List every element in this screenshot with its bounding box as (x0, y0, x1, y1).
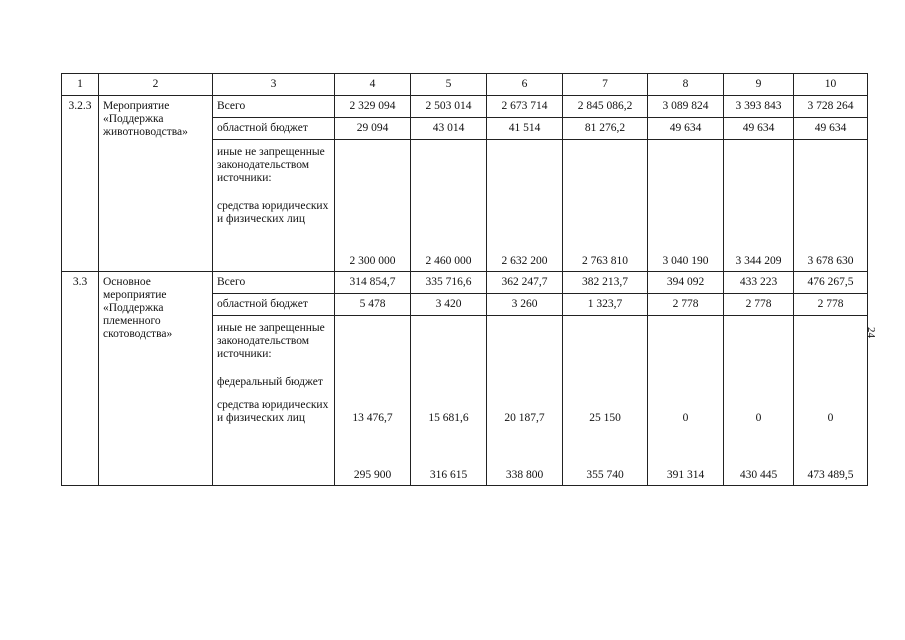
value-cell: 0 (827, 412, 834, 424)
value-cell: 295 900 (353, 469, 392, 481)
line-sublabel: федеральный бюджет (217, 376, 323, 388)
value-cell: 3 678 630 (794, 140, 868, 272)
header-cell: 7 (563, 74, 648, 96)
value-cell: 3 393 843 (724, 96, 794, 118)
line-label: Всего (213, 96, 335, 118)
value-cell: 3 260 (487, 294, 563, 316)
value-cell: 13 476,7 (352, 412, 393, 424)
value-cell: 15 681,6 (428, 412, 469, 424)
line-label: областной бюджет (213, 118, 335, 140)
value-cell: 433 223 (724, 272, 794, 294)
item-name: Основное мероприятие «Поддержка племенного скотоводства» (99, 272, 213, 486)
value-cell: 49 634 (724, 118, 794, 140)
value-cell: 0 (755, 412, 762, 424)
line-sublabel: средства юридических и физических лиц (217, 399, 329, 424)
table-row (62, 272, 868, 294)
value-cell: 2 503 014 (411, 96, 487, 118)
header-row (62, 74, 868, 96)
value-cell: 1 323,7 (563, 294, 648, 316)
header-cell: 2 (99, 74, 213, 96)
item-name: Мероприятие «Поддержка животноводства» (99, 96, 213, 272)
value-cell: 49 634 (648, 118, 724, 140)
value-cell: 5 478 (335, 294, 411, 316)
value-pair-cell (487, 316, 563, 486)
header-cell: 3 (213, 74, 335, 96)
value-cell: 2 673 714 (487, 96, 563, 118)
value-pair-cell (335, 316, 411, 486)
line-label: Всего (213, 272, 335, 294)
value-cell: 335 716,6 (411, 272, 487, 294)
value-cell: 2 632 200 (487, 140, 563, 272)
page-number: 24 (865, 327, 877, 338)
line-label: иные не запрещенные законодательством источники: (217, 146, 325, 184)
line-label-cell (213, 316, 335, 486)
header-cell: 1 (62, 74, 99, 96)
value-cell: 3 089 824 (648, 96, 724, 118)
value-cell: 49 634 (794, 118, 868, 140)
value-cell: 2 329 094 (335, 96, 411, 118)
value-cell: 391 314 (666, 469, 705, 481)
value-cell: 382 213,7 (563, 272, 648, 294)
item-code: 3.2.3 (62, 96, 99, 272)
value-cell: 20 187,7 (504, 412, 545, 424)
line-label: иные не запрещенные законодательством источники: (217, 322, 325, 360)
line-label-cell (213, 140, 335, 272)
value-pair-cell (794, 316, 868, 486)
value-cell: 430 445 (739, 469, 778, 481)
header-cell: 10 (794, 74, 868, 96)
header-cell: 9 (724, 74, 794, 96)
item-code: 3.3 (62, 272, 99, 486)
value-cell: 316 615 (429, 469, 468, 481)
value-pair-cell (648, 316, 724, 486)
value-cell: 3 344 209 (724, 140, 794, 272)
value-cell: 473 489,5 (807, 469, 854, 481)
budget-table (61, 73, 868, 486)
value-cell: 355 740 (586, 469, 624, 481)
value-cell: 2 778 (648, 294, 724, 316)
value-cell: 2 460 000 (411, 140, 487, 272)
header-cell: 5 (411, 74, 487, 96)
value-cell: 0 (682, 412, 689, 424)
header-cell: 4 (335, 74, 411, 96)
value-pair-cell (411, 316, 487, 486)
value-cell: 3 420 (411, 294, 487, 316)
value-cell: 2 845 086,2 (563, 96, 648, 118)
value-cell: 2 778 (794, 294, 868, 316)
value-cell: 29 094 (335, 118, 411, 140)
value-cell: 3 728 264 (794, 96, 868, 118)
value-cell: 338 800 (505, 469, 544, 481)
value-cell: 3 040 190 (648, 140, 724, 272)
header-cell: 6 (487, 74, 563, 96)
value-cell: 476 267,5 (794, 272, 868, 294)
value-pair-cell (563, 316, 648, 486)
table-row (62, 96, 868, 118)
value-pair-cell (724, 316, 794, 486)
value-cell: 314 854,7 (335, 272, 411, 294)
value-cell: 81 276,2 (563, 118, 648, 140)
value-cell: 2 763 810 (563, 140, 648, 272)
value-cell: 25 150 (589, 412, 621, 424)
value-cell: 362 247,7 (487, 272, 563, 294)
value-cell: 394 092 (648, 272, 724, 294)
value-cell: 41 514 (487, 118, 563, 140)
line-sublabel: средства юридических и физических лиц (217, 200, 329, 225)
line-label: областной бюджет (213, 294, 335, 316)
value-cell: 43 014 (411, 118, 487, 140)
header-cell: 8 (648, 74, 724, 96)
value-cell: 2 778 (724, 294, 794, 316)
value-cell: 2 300 000 (335, 140, 411, 272)
